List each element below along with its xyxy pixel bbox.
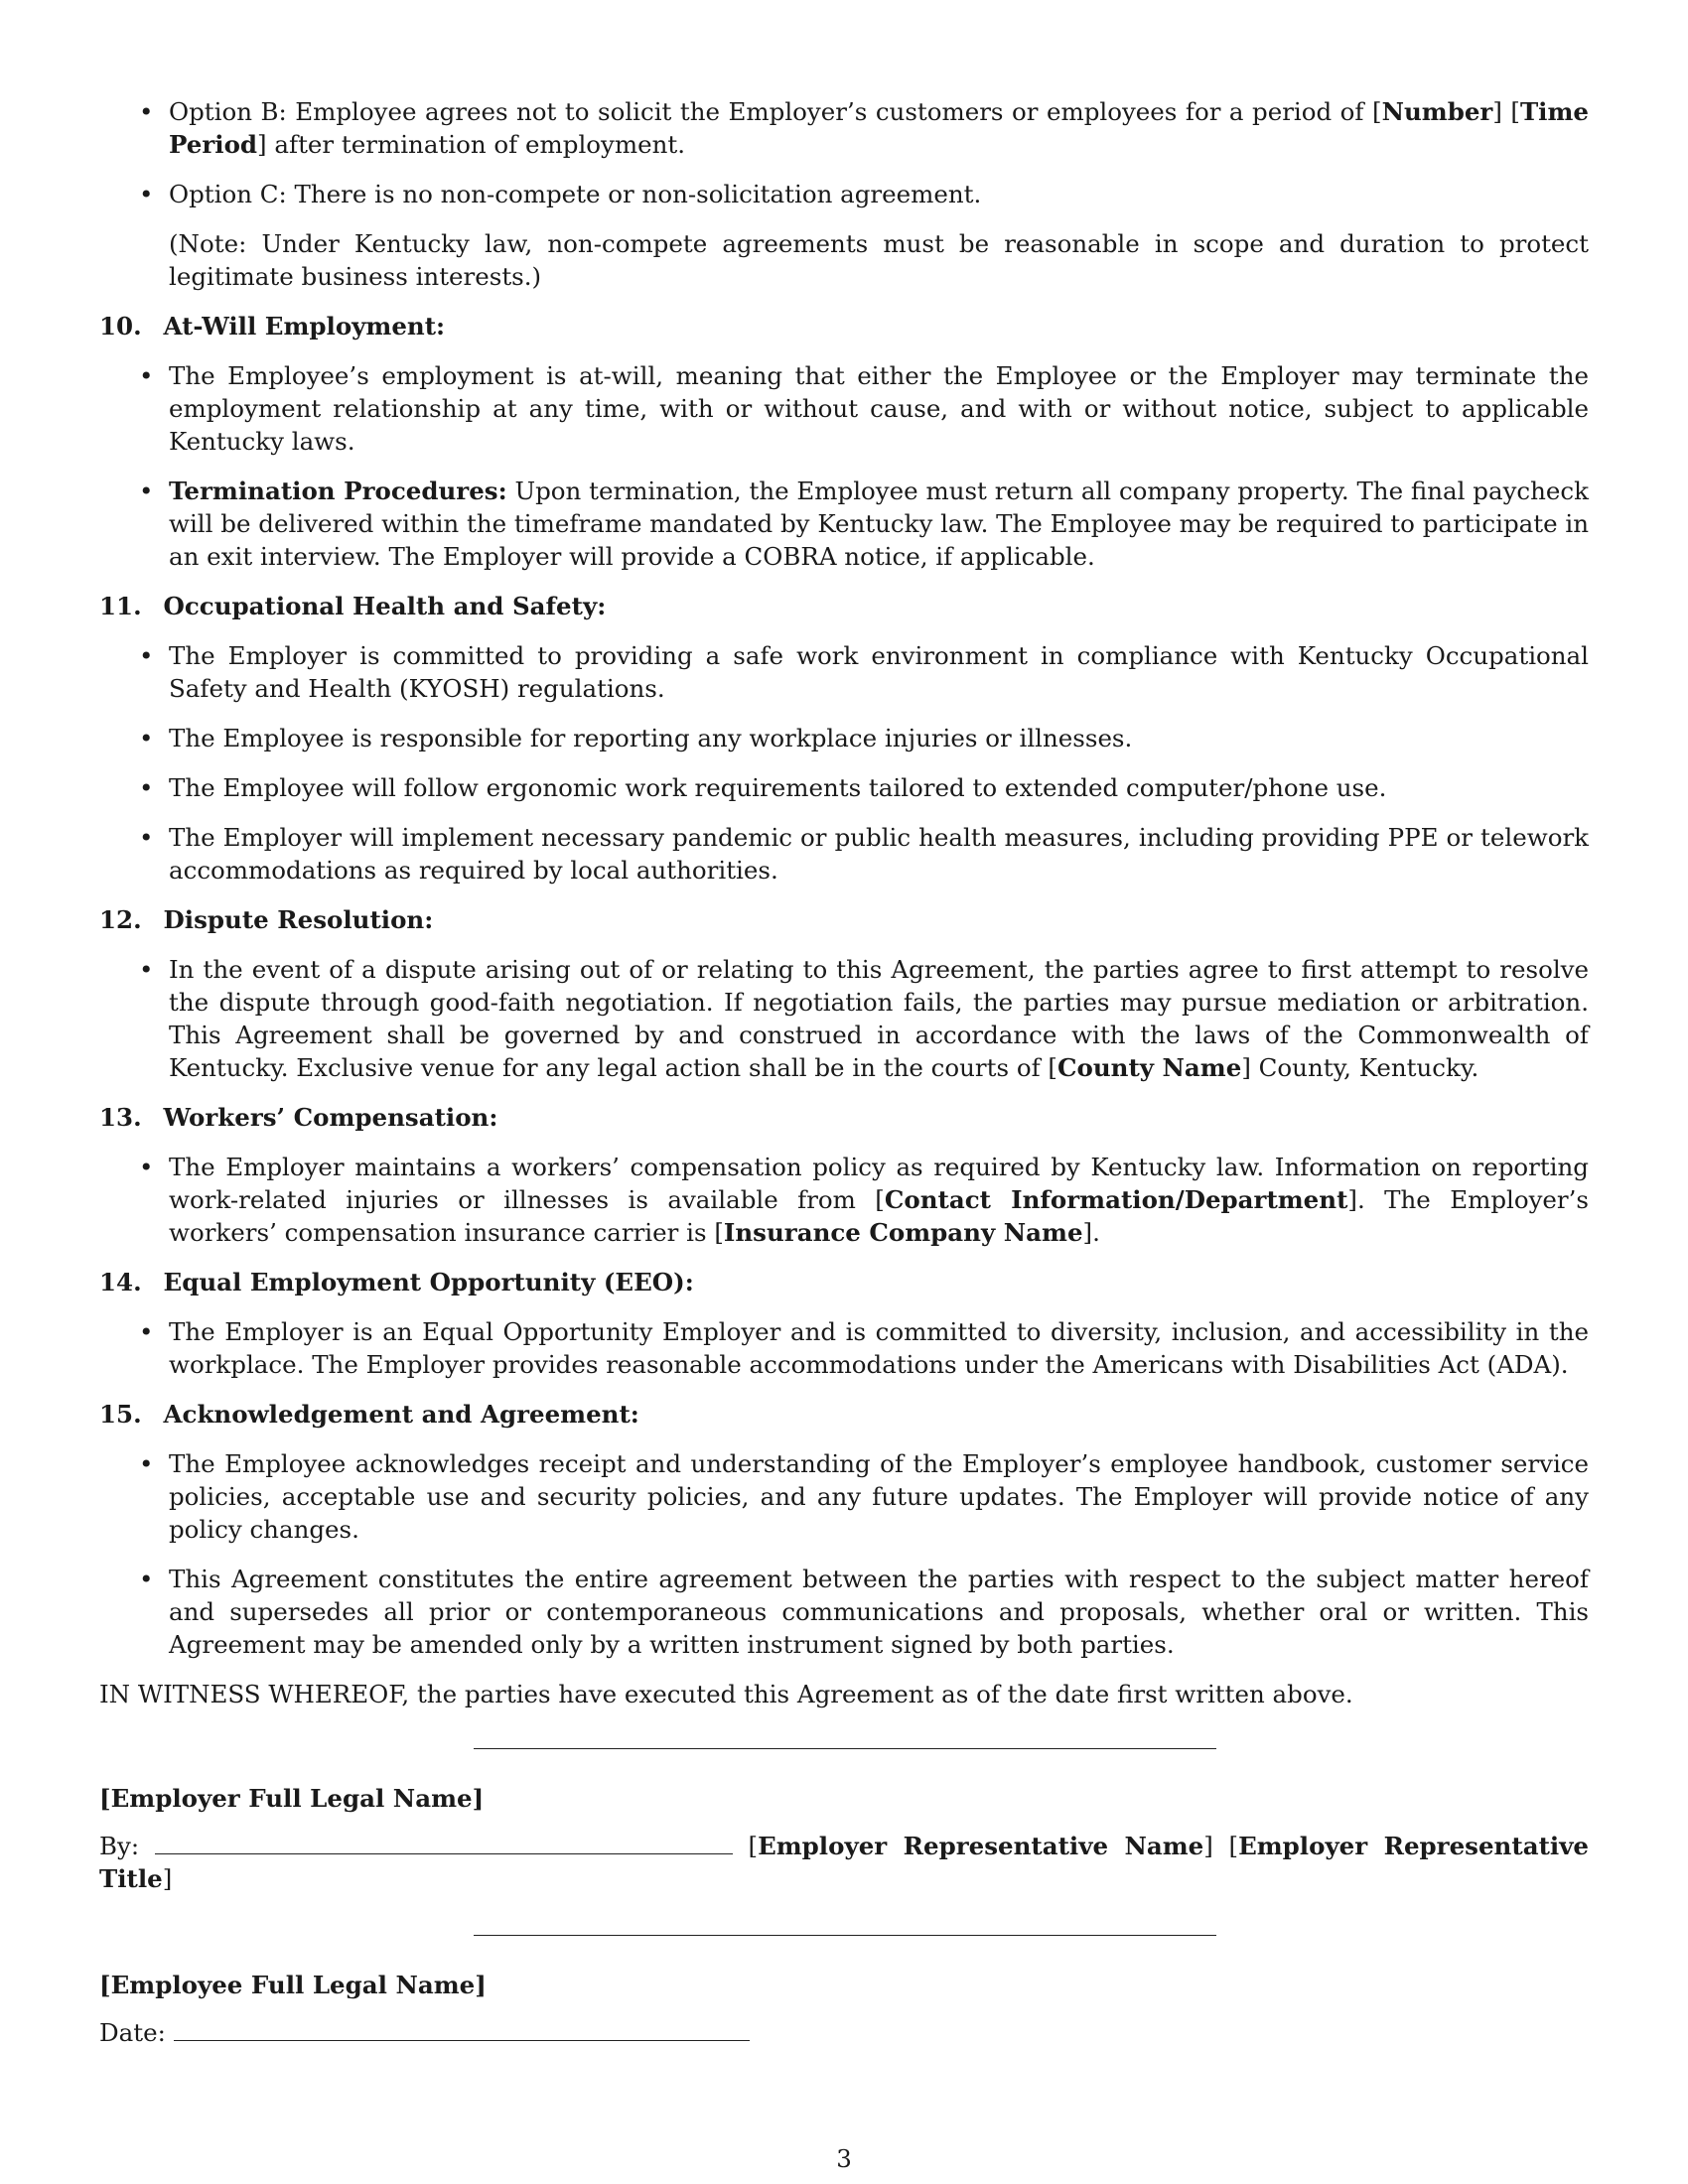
list-item: • In the event of a dispute arising out of or relating to this Agreement, the parties agree to first attempt to resolve the dispute through good-faith negotiation. If negotiation fails, the parties may pursue mediation or arbitration. This Agreement shall be governed by and construed in accordance with the laws of the Commonwealth of Kentucky. Exclusive venue for any legal action shall be in the courts of [County Name] County, Kentucky. xyxy=(99,953,1589,1084)
employer-by-row: By: [Employer Representative Name] [Employer Representative Title] xyxy=(99,1832,1590,1893)
list-item: • This Agreement constitutes the entire agreement between the parties with respect to the subject matter hereof and supersedes all prior or contemporaneous communications and proposals, whether oral or written. This Agreement may be amended only by a written instrument signed by both parties. xyxy=(99,1563,1589,1661)
list-item: • The Employer will implement necessary pandemic or public health measures, including providing PPE or telework accommodations as required by local authorities. xyxy=(99,821,1589,887)
by-label: By: xyxy=(99,1832,140,1860)
option-list xyxy=(99,95,1589,210)
list-item: • Termination Procedures: Upon termination, the Employee must return all company property. The final paycheck will be delivered within the timeframe mandated by Kentucky law. The Employee may be required to participate in an exit interview. The Employer will provide a COBRA notice, if applicable. xyxy=(99,475,1589,573)
employee-name-placeholder: [Employee Full Legal Name] xyxy=(99,1971,487,1999)
employer-signature-line[interactable] xyxy=(474,1748,1216,1749)
section-list-eeo xyxy=(99,1315,1589,1381)
section-list-dispute xyxy=(99,953,1589,1084)
section-list-workers-comp xyxy=(99,1151,1589,1249)
section-heading-at-will: 10. At-Will Employment: xyxy=(99,312,446,341)
employee-signature-line[interactable] xyxy=(474,1935,1216,1936)
by-signature-blank[interactable] xyxy=(155,1832,733,1854)
list-item: • The Employee will follow ergonomic work requirements tailored to extended computer/phone use. xyxy=(99,771,1589,804)
page-number: 3 xyxy=(836,2144,852,2173)
section-heading-acknowledgement: 15. Acknowledgement and Agreement: xyxy=(99,1400,639,1429)
section-heading-workers-comp: 13. Workers’ Compensation: xyxy=(99,1103,498,1132)
employer-name-placeholder: [Employer Full Legal Name] xyxy=(99,1784,485,1813)
date-label: Date: xyxy=(99,2018,166,2047)
list-item: • The Employee’s employment is at-will, meaning that either the Employee or the Employer may terminate the employment relationship at any time, with or without cause, and with or without notice, subject to applicable Kentucky laws. xyxy=(99,359,1589,458)
section-list-health-safety xyxy=(99,639,1589,887)
section-heading-health-safety: 11. Occupational Health and Safety: xyxy=(99,592,607,620)
section-list-acknowledgement xyxy=(99,1447,1589,1661)
kentucky-note: (Note: Under Kentucky law, non-compete agreements must be reasonable in scope and duration to protect legitimate business interests.) xyxy=(169,229,1589,291)
employee-date-row xyxy=(99,2016,1589,2049)
list-item: • Option C: There is no non-compete or non-solicitation agreement. xyxy=(99,178,1589,210)
list-item: • The Employee acknowledges receipt and understanding of the Employer’s employee handbook, customer service policies, acceptable use and security policies, and any future updates. The Employer will provide notice of any policy changes. xyxy=(99,1447,1589,1546)
section-heading-dispute: 12. Dispute Resolution: xyxy=(99,905,434,934)
list-item: • The Employee is responsible for reporting any workplace injuries or illnesses. xyxy=(99,722,1589,754)
list-item: • The Employer is committed to providing a safe work environment in compliance with Kentucky Occupational Safety and Health (KYOSH) regulations. xyxy=(99,639,1589,705)
document-page xyxy=(99,95,1589,2049)
witness-clause: IN WITNESS WHEREOF, the parties have executed this Agreement as of the date first written above. xyxy=(99,1680,1353,1708)
list-item: • The Employer is an Equal Opportunity Employer and is committed to diversity, inclusion, and accessibility in the workplace. The Employer provides reasonable accommodations under the Americans with Disabilities Act (ADA). xyxy=(99,1315,1589,1381)
list-item: • The Employer maintains a workers’ compensation policy as required by Kentucky law. Information on reporting work-related injuries or illnesses is available from [Contact Information/Department]. The Employer’s workers’ compensation insurance carrier is [Insurance Company Name]. xyxy=(99,1151,1589,1249)
section-heading-eeo: 14. Equal Employment Opportunity (EEO): xyxy=(99,1268,694,1297)
section-list-at-will xyxy=(99,359,1589,573)
list-item: • Option B: Employee agrees not to solicit the Employer’s customers or employees for a period of [Number] [Time Period] after termination of employment. xyxy=(99,95,1589,161)
date-blank[interactable] xyxy=(174,2018,750,2041)
